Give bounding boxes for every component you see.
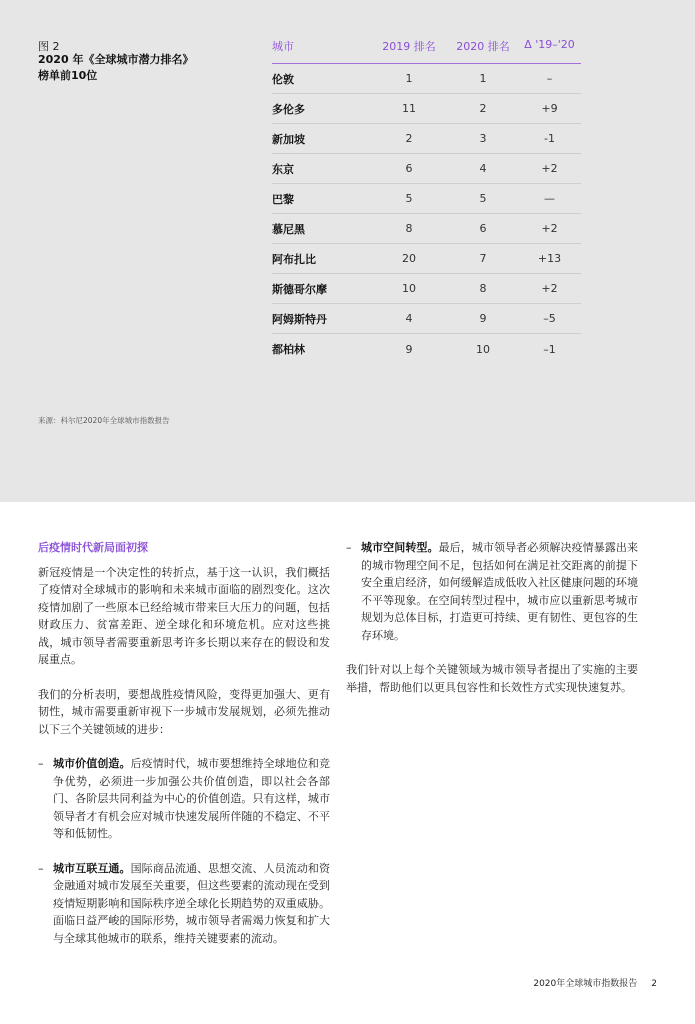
rank-2020: 9 bbox=[479, 312, 487, 325]
rank-2019: 2 bbox=[405, 132, 413, 145]
rank-delta: -1 bbox=[544, 132, 555, 145]
rank-2020: 8 bbox=[479, 282, 487, 295]
city-name: 东京 bbox=[272, 162, 294, 176]
city-name: 多伦多 bbox=[272, 102, 305, 116]
footer-report-title: 2020年全球城市指数报告 bbox=[533, 979, 638, 989]
table-row bbox=[272, 214, 581, 244]
city-name: 伦敦 bbox=[272, 72, 294, 86]
page-number: 2 bbox=[651, 979, 657, 989]
city-name: 阿布扎比 bbox=[272, 252, 316, 266]
header-city: 城市 bbox=[272, 40, 294, 53]
table-header bbox=[272, 38, 581, 64]
bullet-title: 城市空间转型。 bbox=[361, 541, 439, 554]
rank-2019: 9 bbox=[405, 342, 413, 356]
city-name: 阿姆斯特丹 bbox=[272, 312, 327, 326]
header-2020-rank: 2020 排名 bbox=[456, 40, 510, 53]
rank-2020: 5 bbox=[479, 192, 487, 205]
header-2019-rank: 2019 排名 bbox=[382, 40, 436, 53]
figure-source: 来源：科尔尼2020年全球城市指数报告 bbox=[38, 416, 170, 425]
table-row bbox=[272, 64, 581, 94]
ranking-table bbox=[272, 38, 581, 364]
table-row bbox=[272, 244, 581, 274]
paragraph-analysis: 我们的分析表明，要想战胜疫情风险，变得更加强大、更有韧性，城市需要重新审视下一步城市发展规划，必须先推动以下三个关键领域的进步： bbox=[38, 687, 330, 736]
table-row bbox=[272, 124, 581, 154]
table-row bbox=[272, 94, 581, 124]
figure-title bbox=[38, 52, 238, 84]
rank-delta: — bbox=[544, 192, 555, 205]
bullet-dash: – bbox=[346, 541, 352, 554]
rank-2019: 10 bbox=[402, 282, 416, 295]
table-row bbox=[272, 304, 581, 334]
rank-2020: 2 bbox=[479, 102, 487, 115]
rank-2019: 6 bbox=[405, 162, 413, 175]
body-left-column bbox=[38, 539, 330, 964]
rank-2020: 4 bbox=[479, 162, 487, 175]
body-right-column bbox=[346, 539, 638, 713]
rank-2019: 4 bbox=[405, 312, 413, 325]
rank-2020: 1 bbox=[479, 72, 487, 85]
rank-delta: +13 bbox=[537, 252, 562, 265]
rank-2019: 20 bbox=[402, 252, 416, 265]
paragraph-conclusion: 我们针对以上每个关键领域为城市领导者提出了实施的主要举措，帮助他们以更具包容性和长效性方式实现快速复苏。 bbox=[346, 663, 638, 694]
rank-2019: 1 bbox=[405, 72, 413, 85]
rank-2020: 7 bbox=[479, 252, 487, 265]
bullet-connectivity bbox=[38, 860, 330, 948]
header-delta: Δ '19–'20 bbox=[524, 38, 575, 51]
rank-2020: 10 bbox=[476, 342, 490, 356]
page-footer bbox=[533, 976, 657, 989]
bullet-spatial-transformation bbox=[346, 539, 638, 644]
table-row bbox=[272, 334, 581, 364]
rank-delta: +9 bbox=[541, 102, 558, 115]
table-row bbox=[272, 274, 581, 304]
bullet-title: 城市互联互通。 bbox=[53, 861, 131, 875]
city-name: 新加坡 bbox=[272, 132, 305, 146]
city-name: 巴黎 bbox=[272, 192, 294, 206]
rank-2019: 8 bbox=[405, 222, 413, 235]
bullet-text: 国际商品流通、思想交流、人员流动和资金融通对城市发展至关重要，但这些要素的流动现在受到疫情短期影响和国际秩序逆全球化长期趋势的双重威胁。面临日益严峻的国际形势，城市领导者需竭力恢复和扩大与全球其他城市的联系，维持关键要素的流动。 bbox=[53, 861, 331, 945]
rank-2019: 11 bbox=[402, 102, 416, 115]
city-name: 都柏林 bbox=[272, 343, 305, 356]
rank-delta: +2 bbox=[541, 282, 558, 295]
rank-delta: –5 bbox=[543, 312, 556, 325]
table-row bbox=[272, 154, 581, 184]
figure-label: 图 2 bbox=[38, 40, 60, 53]
rank-2019: 5 bbox=[405, 192, 413, 205]
rank-delta: +2 bbox=[541, 162, 558, 175]
figure-panel bbox=[0, 0, 695, 502]
table-row bbox=[272, 184, 581, 214]
bullet-dash: – bbox=[38, 861, 44, 875]
rank-2020: 6 bbox=[479, 222, 487, 235]
bullet-dash: – bbox=[38, 757, 44, 770]
figure-title-line2: 榜单前10位 bbox=[38, 69, 98, 82]
city-name: 慕尼黑 bbox=[272, 222, 305, 236]
rank-delta: – bbox=[546, 72, 553, 85]
bullet-text: 最后，城市领导者必须解决疫情暴露出来的城市物理空间不足，包括如何在满足社交距离的前提下安全重启经济，如何缓解造成低收入社区健康问题的环境不平等现象。在空间转型过程中，城市应以重新思考城市规划为总体目标，打造更可持续、更有韧性、更包容的生存环境。 bbox=[361, 541, 639, 642]
rank-delta: –1 bbox=[543, 342, 556, 356]
rank-delta: +2 bbox=[541, 222, 558, 235]
paragraph-intro: 新冠疫情是一个决定性的转折点，基于这一认识，我们概括了疫情对全球城市的影响和未来城市面临的剧烈变化。这次疫情加剧了一些原本已经给城市带来巨大压力的问题，包括财政压力、贫富差距、逆全球化和环境危机。应对这些挑战，城市领导者需要重新思考许多长期以来存在的假设和发展重点。 bbox=[38, 565, 330, 666]
figure-title-line1: 2020 年《全球城市潜力排名》 bbox=[38, 53, 194, 66]
bullet-value-creation bbox=[38, 755, 330, 843]
table-body bbox=[272, 64, 581, 364]
bullet-text: 后疫情时代，城市要想维持全球地位和竞争优势，必须进一步加强公共价值创造，即以社会各部门、各阶层共同利益为中心的价值创造。只有这样，城市领导者才有机会应对城市快速发展所伴随的不稳定、不平等和低韧性。 bbox=[53, 757, 331, 840]
section-heading: 后疫情时代新局面初探 bbox=[38, 541, 148, 554]
bullet-title: 城市价值创造。 bbox=[53, 757, 131, 770]
rank-2020: 3 bbox=[479, 132, 487, 145]
city-name: 斯德哥尔摩 bbox=[272, 282, 327, 296]
